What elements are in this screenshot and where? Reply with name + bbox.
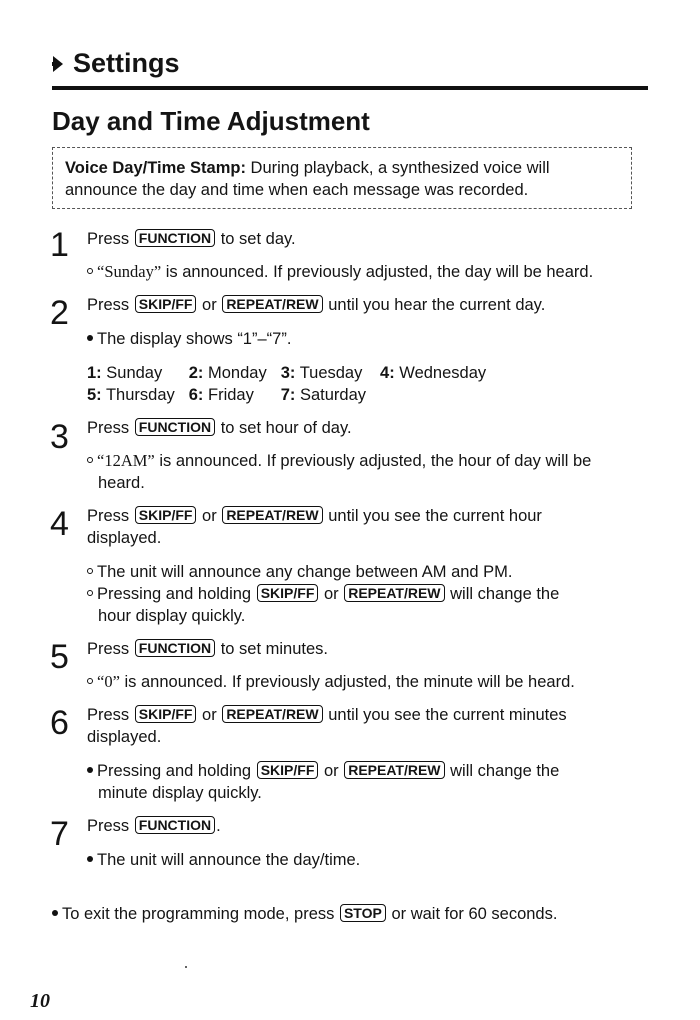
bullet-icon bbox=[87, 568, 93, 574]
step-7-note: The unit will announce the day/time. bbox=[87, 849, 360, 871]
day-item: 7: Saturday bbox=[280, 386, 367, 404]
step-5-note: “0” is announced. If previously adjusted, the minute will be heard. bbox=[87, 671, 575, 693]
exit-instruction: To exit the programming mode, press STOP or wait for 60 seconds. bbox=[52, 903, 557, 925]
voice-stamp-note bbox=[52, 147, 632, 209]
step-3-note: “12AM” is announced. If previously adjusted, the hour of day will be bbox=[87, 450, 591, 472]
step-4-note-2-cont: hour display quickly. bbox=[98, 607, 246, 625]
step-number: 5 bbox=[50, 638, 69, 676]
skip-key: SKIP/FF bbox=[135, 295, 197, 313]
step-7-instruction: Press FUNCTION . bbox=[87, 817, 221, 835]
step-number: 7 bbox=[50, 815, 69, 853]
skip-key: SKIP/FF bbox=[135, 705, 197, 723]
day-item: 1: Sunday bbox=[87, 364, 163, 382]
step-number: 3 bbox=[50, 418, 69, 456]
skip-key: SKIP/FF bbox=[257, 761, 319, 779]
day-table bbox=[87, 362, 500, 406]
step-2-instruction: Press SKIP/FF or REPEAT/REW until you hear the current day. bbox=[87, 296, 546, 314]
arrow-icon bbox=[52, 54, 64, 74]
step-4-note-2: Pressing and holding SKIP/FF or REPEAT/REW will change the bbox=[87, 583, 559, 605]
bullet-icon bbox=[87, 457, 93, 463]
step-3-note-cont: heard. bbox=[98, 474, 145, 492]
bullet-icon bbox=[52, 910, 58, 916]
bullet-icon bbox=[87, 856, 93, 862]
step-4-instruction: Press SKIP/FF or REPEAT/REW until you see the current hour bbox=[87, 507, 542, 525]
section-header bbox=[52, 48, 180, 79]
bullet-icon bbox=[87, 678, 93, 684]
repeat-key: REPEAT/REW bbox=[344, 584, 444, 602]
day-item: 3: Tuesday bbox=[280, 364, 363, 382]
bullet-icon bbox=[87, 767, 93, 773]
step-4-instruction-cont: displayed. bbox=[87, 529, 162, 547]
step-5-instruction: Press FUNCTION to set minutes. bbox=[87, 640, 329, 658]
stop-key: STOP bbox=[340, 904, 386, 922]
skip-key: SKIP/FF bbox=[257, 584, 319, 602]
step-number: 1 bbox=[50, 226, 69, 264]
step-6-note-cont: minute display quickly. bbox=[98, 784, 262, 802]
day-item: 2: Monday bbox=[188, 364, 267, 382]
step-3-instruction: Press FUNCTION to set hour of day. bbox=[87, 419, 352, 437]
step-6-instruction: Press SKIP/FF or REPEAT/REW until you see the current minutes bbox=[87, 706, 567, 724]
speck bbox=[185, 966, 187, 968]
step-2-note: The display shows “1”–“7”. bbox=[87, 328, 291, 350]
function-key: FUNCTION bbox=[135, 639, 215, 657]
bullet-icon bbox=[87, 268, 93, 274]
step-1-instruction: Press FUNCTION to set day. bbox=[87, 230, 296, 248]
day-item: 5: Thursday bbox=[87, 386, 175, 404]
step-6-instruction-cont: displayed. bbox=[87, 728, 162, 746]
step-4-note-1: The unit will announce any change between AM and PM. bbox=[87, 561, 513, 583]
function-key: FUNCTION bbox=[135, 418, 215, 436]
day-item: 6: Friday bbox=[188, 386, 254, 404]
step-number: 6 bbox=[50, 704, 69, 742]
page-number: 10 bbox=[30, 990, 50, 1012]
note-label: Voice Day/Time Stamp: bbox=[65, 159, 246, 177]
step-number: 2 bbox=[50, 294, 69, 332]
note-text-1: During playback, a synthesized voice will bbox=[250, 159, 550, 177]
function-key: FUNCTION bbox=[135, 816, 215, 834]
repeat-key: REPEAT/REW bbox=[222, 295, 322, 313]
step-1-note: “Sunday” is announced. If previously adjusted, the day will be heard. bbox=[87, 261, 593, 283]
step-number: 4 bbox=[50, 505, 69, 543]
repeat-key: REPEAT/REW bbox=[222, 705, 322, 723]
page-title: Day and Time Adjustment bbox=[52, 106, 370, 136]
step-6-note: Pressing and holding SKIP/FF or REPEAT/REW will change the bbox=[87, 760, 559, 782]
skip-key: SKIP/FF bbox=[135, 506, 197, 524]
bullet-icon bbox=[87, 335, 93, 341]
function-key: FUNCTION bbox=[135, 229, 215, 247]
note-text-2: announce the day and time when each message was recorded. bbox=[65, 181, 529, 199]
repeat-key: REPEAT/REW bbox=[222, 506, 322, 524]
header-rule bbox=[52, 86, 648, 90]
day-item: 4: Wednesday bbox=[380, 364, 487, 382]
repeat-key: REPEAT/REW bbox=[344, 761, 444, 779]
bullet-icon bbox=[87, 590, 93, 596]
section-title: Settings bbox=[73, 48, 180, 78]
